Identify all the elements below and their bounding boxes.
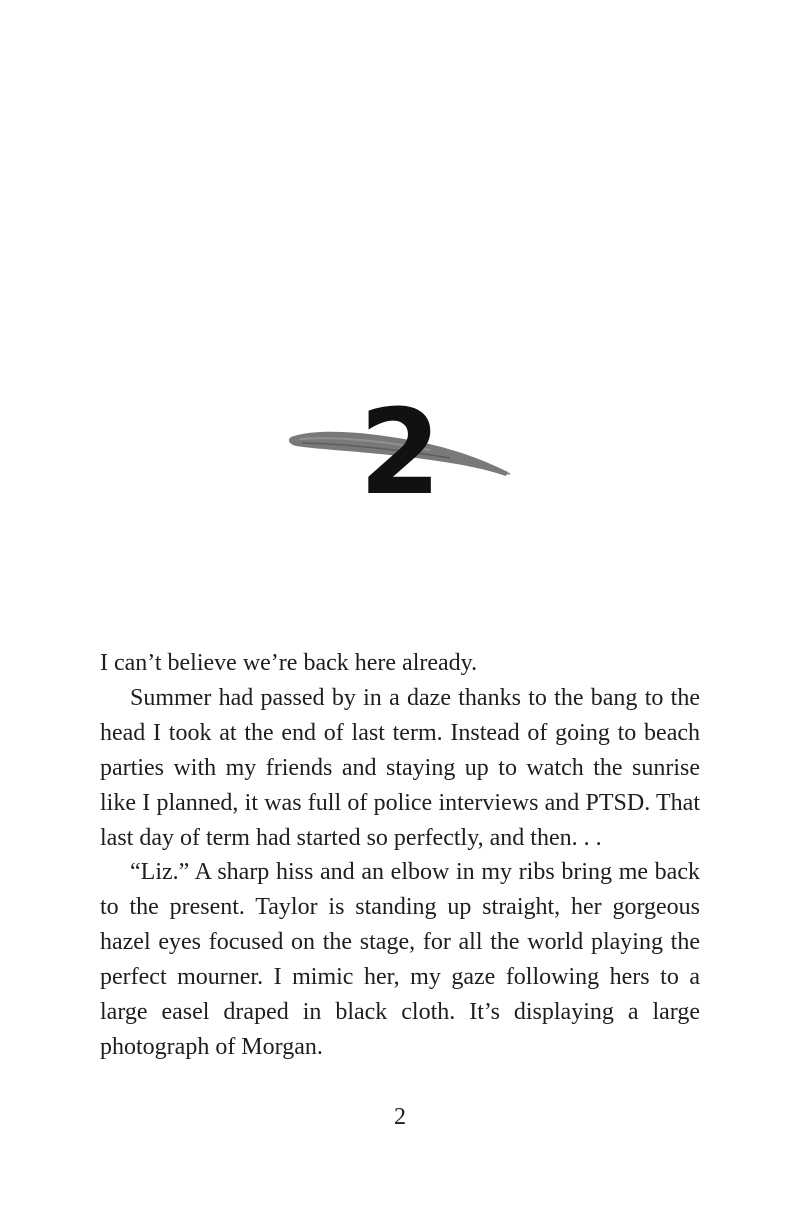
- paragraph: Summer had passed by in a daze thanks to the bang to the head I took at the end of last term. Instead of going to beach parties with my friends and staying up to watch the sunrise like I planned, it was full of police interviews and PTSD. That last day of term had started so perfectly, and then. . .: [100, 684, 700, 851]
- paragraph: “Liz.” A sharp hiss and an elbow in my ribs bring me back to the present. Taylor is standing up straight, her gorgeous hazel eyes focused on the stage, for all the world playing the perfect mourner. I mimic her, my gaze following hers to a large easel draped in black cloth. It’s displaying a large photograph of Morgan.: [100, 859, 700, 1060]
- paragraph: I can’t believe we’re back here already.: [100, 650, 478, 676]
- page-number: 2: [394, 1104, 406, 1130]
- chapter-number: 2: [358, 383, 442, 521]
- chapter-body-text: [100, 646, 700, 1065]
- chapter-heading: [280, 383, 520, 521]
